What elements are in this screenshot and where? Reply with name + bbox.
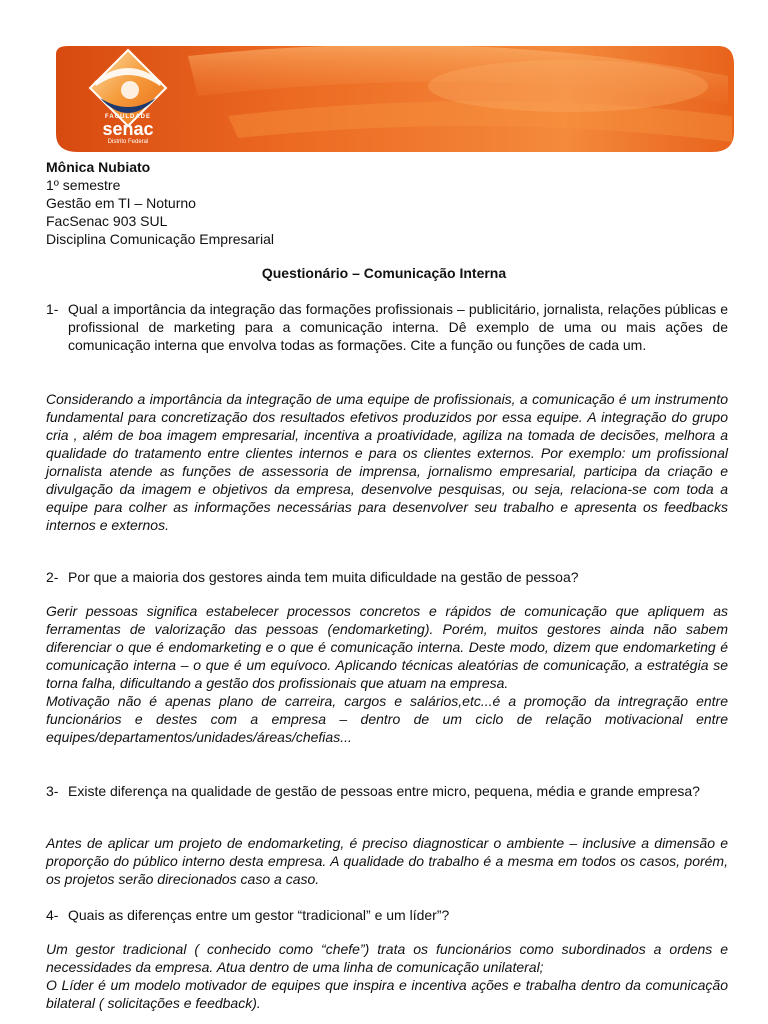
author-discipline: Disciplina Comunicação Empresarial (46, 231, 274, 247)
answer-4 (46, 940, 728, 1012)
answer-paragraph: Considerando a importância da integração de uma equipe de profissionais, a comunicação é um instrumento fundamental para concretização dos resultados efetivos produzidos por essa equipe. A integração do grupo cria , além de boa imagem empresarial, incentiva a proatividade, agiliza na tomada de decisões, melhora a qualidade do tratamento entre clientes internos e para os clientes externos. Por exemplo: um profissional jornalista atende as funções de assessoria de imprensa, jornalismo empresarial, participa da criação e divulgação da imagem e objetivos da empresa, desenvolve pesquisas, ou seja, relaciona-se com toda a equipe para colher as informações necessárias para desenvolver seu trabalho e apresenta os feedbacks internos e externos. (46, 391, 728, 533)
answer-1 (46, 390, 728, 534)
answer-paragraph: Gerir pessoas significa estabelecer processos concretos e rápidos de comunicação que apliquem as ferramentas de valorização das pessoas (endomarketing). Porém, muitos gestores ainda não sabem diferenciar o que é endomarketing e o que é comunicação interna. Deste modo, dizem que endomarketing é comunicação interna – o que é um equívoco. Aplicando técnicas aleatórias de comunicação, a estratégia se torna falha, dificultando a gestão dos profissionais que atuam na empresa. (46, 603, 728, 691)
answer-paragraph: Motivação não é apenas plano de carreira, cargos e salários,etc...é a promoção da intregração entre funcionários e destes com a empresa – dentro de um ciclo de relação motivacional entre equipes/departamentos/unidades/áreas/chefias... (46, 693, 728, 745)
logo-text-main: senac (102, 119, 154, 139)
answer-paragraph: Um gestor tradicional ( conhecido como “chefe”) trata os funcionários como subordinados a ordens e necessidades da empresa. Atua dentro de uma linha de comunicação unilateral; (46, 941, 728, 975)
answer-paragraph: Antes de aplicar um projeto de endomarketing, é preciso diagnosticar o ambiente – inclusive a dimensão e proporção do público interno desta empresa. A qualidade do trabalho é a mesma em todos os casos, porém, os projetos serão direcionados caso a caso. (46, 835, 728, 887)
question-2 (46, 568, 728, 586)
question-1 (46, 300, 728, 354)
question-text: Qual a importância da integração das formações profissionais – publicitário, jornalista, relações públicas e profissional de marketing para a comunicação interna. Dê exemplo de uma ou mais ações de comunicação interna que envolva todas as formações. Cite a função ou funções de cada um. (68, 301, 728, 353)
author-course: Gestão em TI – Noturno (46, 195, 196, 211)
logo-text-sub: Distrito Federal (107, 139, 149, 145)
question-4 (46, 906, 728, 924)
author-semester: 1º semestre (46, 177, 121, 193)
question-text: Quais as diferenças entre um gestor “tradicional” e um líder”? (68, 907, 450, 923)
author-campus: FacSenac 903 SUL (46, 213, 168, 229)
question-number: 2- (46, 569, 59, 585)
answer-3 (46, 834, 728, 888)
question-text: Por que a maioria dos gestores ainda tem muita dificuldade na gestão de pessoa? (68, 569, 579, 585)
answer-2 (46, 602, 728, 746)
document-title: Questionário – Comunicação Interna (261, 265, 507, 281)
logo-text-top: FACULDADE (105, 114, 151, 120)
question-text: Existe diferença na qualidade de gestão de pessoas entre micro, pequena, média e grande empresa? (68, 783, 700, 799)
author-name: Mônica Nubiato (46, 159, 151, 175)
question-number: 1- (46, 301, 59, 317)
author-block (46, 158, 274, 248)
question-number: 4- (46, 907, 59, 923)
header-banner (48, 46, 734, 152)
question-number: 3- (46, 783, 59, 799)
answer-paragraph: O Líder é um modelo motivador de equipes que inspira e incentiva ações e trabalha dentro da comunicação bilateral ( solicitações e feedback). (46, 977, 728, 1011)
question-3 (46, 782, 728, 800)
